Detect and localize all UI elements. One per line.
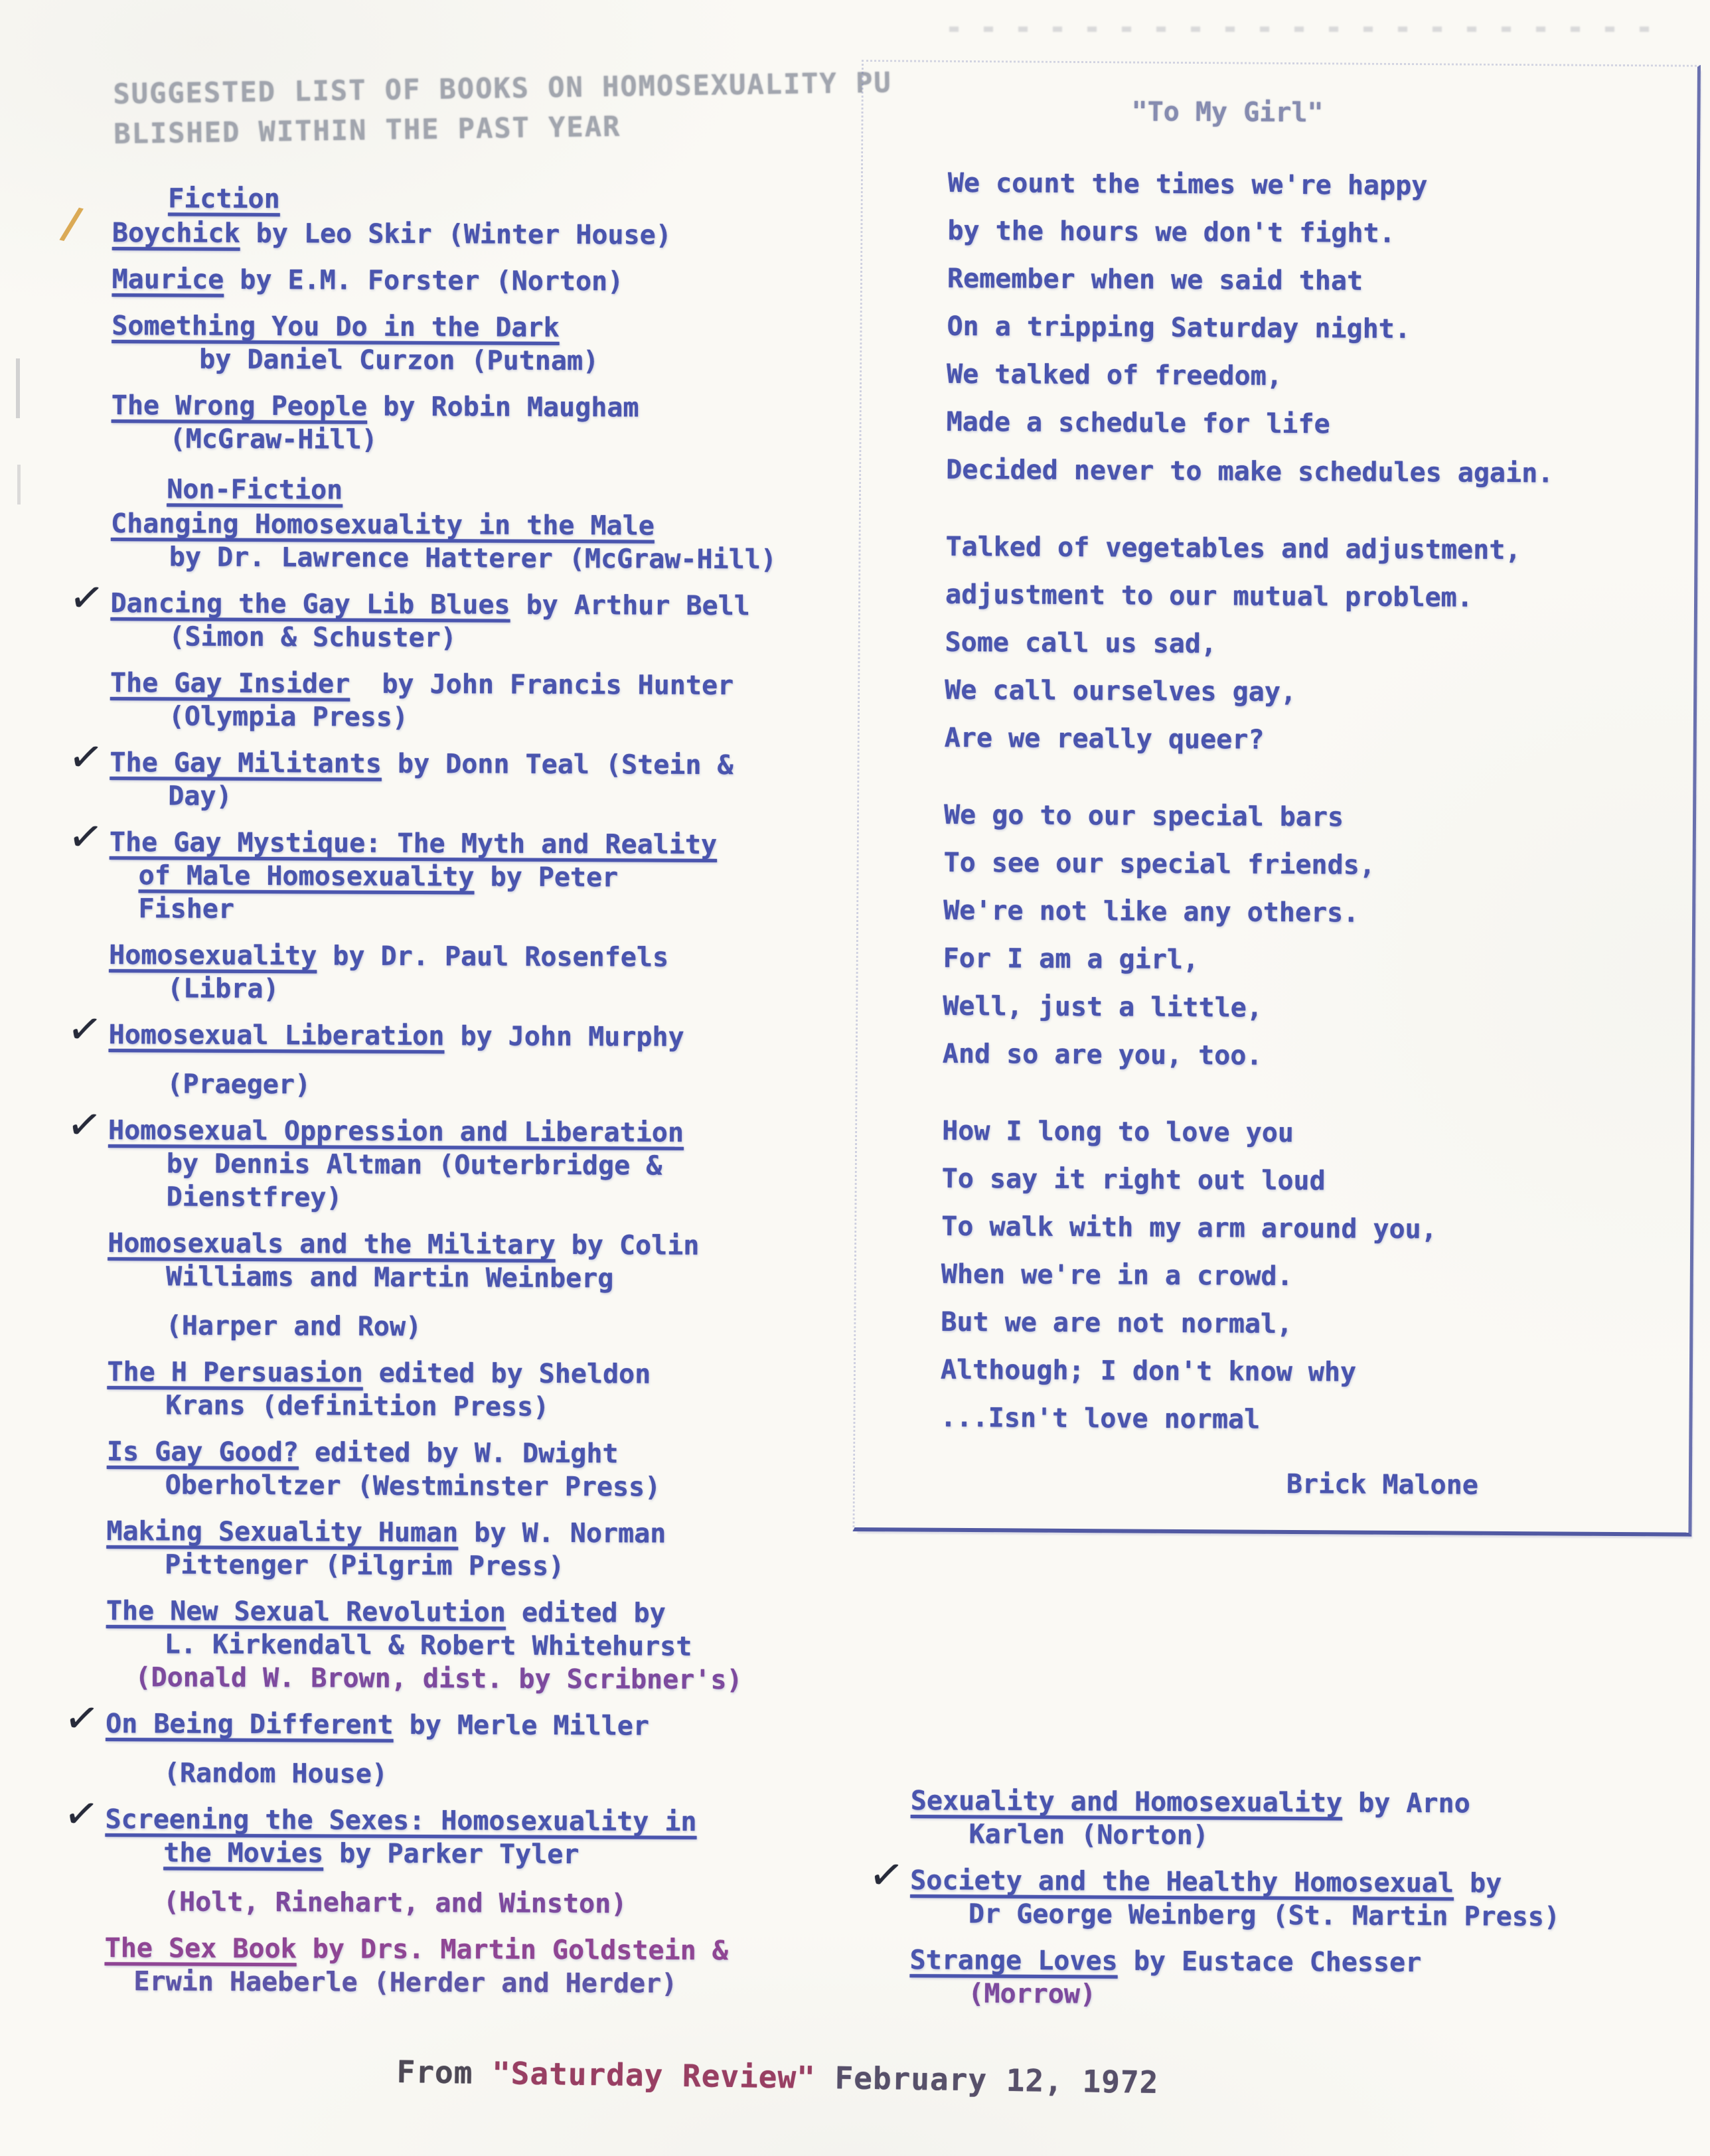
poem-line: To say it right out loud <box>941 1163 1326 1197</box>
book-entry-line <box>110 666 900 703</box>
book-entry-line <box>165 1468 897 1505</box>
scan-edge-mark <box>16 358 20 418</box>
book-entry-line <box>169 620 900 656</box>
citation-source: "Saturday Review" <box>491 2055 816 2096</box>
book-title: Is Gay Good? <box>106 1436 299 1468</box>
book-entry <box>106 1515 896 1584</box>
book-entry-line <box>110 746 899 783</box>
poem-line: How I long to love you <box>942 1115 1294 1149</box>
book-entry <box>64 1098 899 1217</box>
book-detail: Dr George Weinberg (St. Martin Press) <box>968 1898 1561 1933</box>
book-entry-line <box>969 1897 1687 1934</box>
book-detail: (Olympia Press) <box>168 701 409 733</box>
book-detail: Oberholtzer (Westminster Press) <box>165 1470 661 1503</box>
book-entry-line <box>108 1114 898 1150</box>
book-detail: Fisher <box>138 893 235 925</box>
book-entry-line <box>167 1067 898 1104</box>
list-header-line2: BLISHED WITHIN THE PAST YEAR <box>113 110 621 150</box>
book-entry-line <box>968 1977 1686 2014</box>
book-entry-line <box>164 1756 895 1793</box>
book-title: Changing Homosexuality in the Male <box>110 508 655 542</box>
poem-line: Are we really queer? <box>944 722 1265 755</box>
book-entry-line <box>167 1180 898 1217</box>
book-detail: by Dennis Altman (Outerbridge & <box>166 1148 662 1182</box>
book-entry-line <box>165 1628 896 1664</box>
poem-line: We call ourselves gay, <box>945 674 1297 708</box>
right-book-list <box>866 1784 1687 2027</box>
book-title: The Gay Mystique: The Myth and Reality <box>109 826 718 860</box>
book-detail: by John Francis Hunter <box>350 668 734 702</box>
book-detail: (Praeger) <box>167 1069 311 1101</box>
book-entry-line <box>911 1784 1687 1821</box>
poem-line: Some call us sad, <box>945 627 1217 660</box>
poem-stanza <box>945 523 1553 766</box>
book-detail: edited by <box>505 1597 666 1629</box>
book-entry-line <box>105 1932 895 1968</box>
book-entry <box>112 263 902 299</box>
book-title: the Movies <box>163 1837 324 1869</box>
checkmark-annotation: ✓ <box>64 1002 106 1056</box>
list-header <box>113 62 904 154</box>
book-detail: by W. Norman <box>458 1517 666 1549</box>
book-entry-line <box>109 1018 899 1055</box>
book-detail: by Leo Skir (Winter House) <box>240 218 672 251</box>
orange-slash-annotation: / <box>58 196 86 250</box>
book-title: Maurice <box>112 264 224 295</box>
book-entry-line <box>110 826 899 862</box>
book-entry <box>104 1932 894 2001</box>
book-entry <box>866 1848 1687 1934</box>
section-heading-fiction: Fiction <box>168 183 280 215</box>
checkmark-annotation: ✓ <box>65 730 107 784</box>
nonfiction-entries <box>60 507 901 2001</box>
poem-line: When we're in a crowd. <box>941 1259 1293 1292</box>
book-detail: by <box>1453 1868 1502 1899</box>
book-detail: by Dr. Paul Rosenfels <box>317 941 669 973</box>
book-detail: edited by W. Dwight <box>298 1437 619 1470</box>
book-entry-line <box>107 1355 897 1392</box>
book-entry <box>112 309 901 379</box>
book-detail: by Donn Teal (Stein & <box>381 748 734 781</box>
book-title: The Gay Insider <box>110 667 350 700</box>
book-entry <box>112 216 902 253</box>
book-entry-line <box>112 216 902 253</box>
poem-line: We count the times we're happy <box>947 167 1428 202</box>
book-detail: (Libra) <box>167 973 279 1005</box>
poem-line: Talked of vegetables and adjustment, <box>945 531 1521 566</box>
book-entry-line <box>165 1548 896 1584</box>
book-title: Boychick <box>112 217 240 249</box>
section-heading-nonfiction: Non-Fiction <box>167 474 343 506</box>
poem-line: To see our special friends, <box>943 847 1375 881</box>
book-entry <box>111 389 901 459</box>
book-entry-line <box>112 389 901 425</box>
book-entry-line <box>133 1965 894 2001</box>
book-title: Homosexual Oppression and Liberation <box>108 1115 684 1148</box>
book-detail: by Peter <box>474 862 619 893</box>
book-entry-line <box>106 1515 896 1551</box>
book-entry <box>107 1355 897 1425</box>
book-entry-line <box>110 587 900 623</box>
book-entry-line <box>909 1944 1686 1981</box>
checkmark-annotation: ✓ <box>66 571 108 625</box>
poem-line: For I am a girl, <box>943 943 1200 976</box>
list-header-line1: SUGGESTED LIST OF BOOKS ON HOMOSEXUALITY PU <box>113 66 892 110</box>
book-entry <box>110 666 900 736</box>
fiction-entries <box>111 216 902 459</box>
book-entry-line <box>109 939 899 975</box>
poem-line: We go to our special bars <box>943 799 1344 833</box>
book-entry <box>65 810 899 929</box>
book-entry-line <box>166 1309 897 1346</box>
citation-date: February 12, 1972 <box>815 2059 1159 2101</box>
book-detail: by Arno <box>1342 1788 1470 1819</box>
book-detail: Krans (definition Press) <box>165 1390 550 1423</box>
book-title: Sexuality and Homosexuality <box>910 1786 1343 1819</box>
book-title: On Being Different <box>106 1708 394 1740</box>
book-entry-line <box>139 859 899 895</box>
book-entry-line <box>910 1864 1687 1901</box>
book-entry <box>108 1227 898 1346</box>
book-entry-line <box>105 1803 895 1839</box>
book-detail: by Daniel Curzon (Putnam) <box>199 344 599 377</box>
poem-line: Decided never to make schedules again. <box>946 454 1554 489</box>
book-title: Homosexual Liberation <box>108 1019 445 1052</box>
book-entry-line <box>163 1885 895 1922</box>
book-entry-line <box>166 1260 897 1296</box>
book-entry <box>107 1435 897 1505</box>
checkmark-annotation: ✓ <box>60 1787 102 1841</box>
book-detail: by John Murphy <box>444 1021 684 1053</box>
book-entry-line <box>112 309 901 346</box>
poem-line: Well, just a little, <box>943 990 1263 1024</box>
book-title: The Gay Militants <box>110 747 382 779</box>
poem-stanza <box>946 159 1555 498</box>
poem-line: To walk with my arm around you, <box>941 1211 1437 1245</box>
book-title: Homosexuality <box>109 939 317 972</box>
book-entry-line <box>167 1147 898 1184</box>
book-title: Society and the Healthy Homosexual <box>910 1865 1454 1899</box>
book-detail: by Merle Miller <box>393 1709 650 1742</box>
poem-line: Made a schedule for life <box>946 406 1330 440</box>
poem-line: We're not like any others. <box>943 895 1360 929</box>
book-entry-line <box>969 1817 1687 1855</box>
book-entry <box>65 730 899 816</box>
book-detail: (Donald W. Brown, dist. by Scribner's) <box>135 1662 743 1696</box>
book-detail: (Simon & Schuster) <box>169 621 457 654</box>
scan-noise <box>949 27 1666 32</box>
book-detail: (Holt, Rinehart, and Winston) <box>163 1887 627 1920</box>
book-entry-line <box>169 540 901 577</box>
poem-line: Although; I don't know why <box>940 1354 1357 1388</box>
poem-line: On a tripping Saturday night. <box>947 311 1411 345</box>
book-entry-line <box>169 422 901 459</box>
citation-prefix: From <box>396 2054 493 2091</box>
book-detail: (Morrow) <box>968 1978 1097 2010</box>
book-entry-line <box>167 972 899 1008</box>
book-entry-line <box>111 507 901 544</box>
book-detail: by Robin Maugham <box>367 391 639 424</box>
book-entry <box>909 1944 1687 2014</box>
book-entry-line <box>106 1707 895 1744</box>
poem-line: adjustment to our mutual problem. <box>945 579 1473 613</box>
book-detail: Dienstfrey) <box>166 1182 343 1213</box>
book-detail: Williams and Martin Weinberg <box>165 1261 614 1294</box>
scan-edge-mark <box>17 465 21 504</box>
book-entry-line <box>135 1661 895 1697</box>
book-title: The Sex Book <box>104 1932 297 1965</box>
checkmark-annotation: ✓ <box>61 1691 103 1745</box>
book-detail: Pittenger (Pilgrim Press) <box>165 1549 565 1582</box>
poem-line: by the hours we don't fight. <box>947 215 1395 249</box>
book-title: The H Persuasion <box>107 1356 363 1389</box>
poem-box <box>852 60 1701 1537</box>
book-entry-line <box>112 263 902 299</box>
book-entry-line <box>199 343 901 380</box>
book-entry-line <box>168 779 899 816</box>
book-list-column <box>60 66 903 2019</box>
book-title: Homosexuals and the Military <box>108 1227 556 1261</box>
book-title: The Wrong People <box>111 390 368 422</box>
book-detail: by Arthur Bell <box>510 589 750 622</box>
book-detail: Erwin Haeberle (Herder and Herder) <box>133 1966 678 1999</box>
checkmark-annotation: ✓ <box>64 1098 106 1152</box>
source-citation <box>396 2054 1158 2100</box>
book-detail: by Colin <box>555 1229 700 1261</box>
book-title: Something You Do in the Dark <box>112 310 560 343</box>
book-detail: edited by Sheldon <box>362 1357 651 1390</box>
book-entry-line <box>163 1836 895 1873</box>
book-title: of Male Homosexuality <box>138 860 475 893</box>
book-detail: by Parker Tyler <box>323 1838 580 1871</box>
book-entry-line <box>169 700 900 736</box>
book-title: The New Sexual Revolution <box>106 1595 506 1628</box>
checkmark-annotation: ✓ <box>65 810 106 864</box>
checkmark-annotation: ✓ <box>866 1848 907 1902</box>
book-detail: by Drs. Martin Goldstein & <box>296 1934 728 1967</box>
poem-stanza <box>943 791 1552 1082</box>
poem-line: But we are not normal, <box>941 1306 1293 1340</box>
book-entry-line <box>106 1594 896 1631</box>
book-detail: Karlen (Norton) <box>969 1819 1209 1851</box>
book-detail: (McGraw-Hill) <box>169 424 378 455</box>
book-title: Screening the Sexes: Homosexuality in <box>105 1804 697 1837</box>
book-entry <box>106 1594 896 1697</box>
book-detail: Day) <box>168 781 232 812</box>
poem-stanzas <box>940 159 1555 1475</box>
right-entries <box>866 1784 1687 2014</box>
book-entry <box>910 1784 1687 1855</box>
book-entry <box>60 1787 895 1922</box>
book-detail: (Random House) <box>163 1758 388 1790</box>
book-entry <box>64 1002 899 1104</box>
book-title: Dancing the Gay Lib Blues <box>110 587 510 621</box>
section-fiction <box>111 182 902 459</box>
section-nonfiction <box>60 473 901 2001</box>
book-entry-line <box>138 892 899 929</box>
book-detail: by E.M. Forster (Norton) <box>224 264 624 297</box>
poem-signature: Brick Malone <box>1286 1468 1479 1501</box>
poem-line: We talked of freedom, <box>946 358 1282 392</box>
poem-title: "To My Girl" <box>1131 96 1324 129</box>
poem-stanza <box>940 1107 1549 1446</box>
poem-line: Remember when we said that <box>947 263 1363 297</box>
book-entry <box>66 571 900 656</box>
book-entry <box>111 507 901 577</box>
book-entry-line <box>107 1435 897 1472</box>
book-detail: by Eustace Chesser <box>1117 1946 1422 1979</box>
book-detail: L. Kirkendall & Robert Whitehurst <box>164 1629 692 1662</box>
book-entry <box>109 939 899 1008</box>
book-detail: by Dr. Lawrence Hatterer (McGraw-Hill) <box>169 542 777 576</box>
book-title: Strange Loves <box>909 1944 1118 1977</box>
book-detail: (Harper and Row) <box>165 1310 422 1343</box>
poem-line: ...Isn't love normal <box>940 1402 1261 1435</box>
book-entry-line <box>108 1227 897 1263</box>
book-entry-line <box>165 1389 897 1425</box>
book-entry <box>61 1691 896 1793</box>
book-title: Making Sexuality Human <box>106 1515 459 1549</box>
poem-line: And so are you, too. <box>942 1038 1263 1071</box>
